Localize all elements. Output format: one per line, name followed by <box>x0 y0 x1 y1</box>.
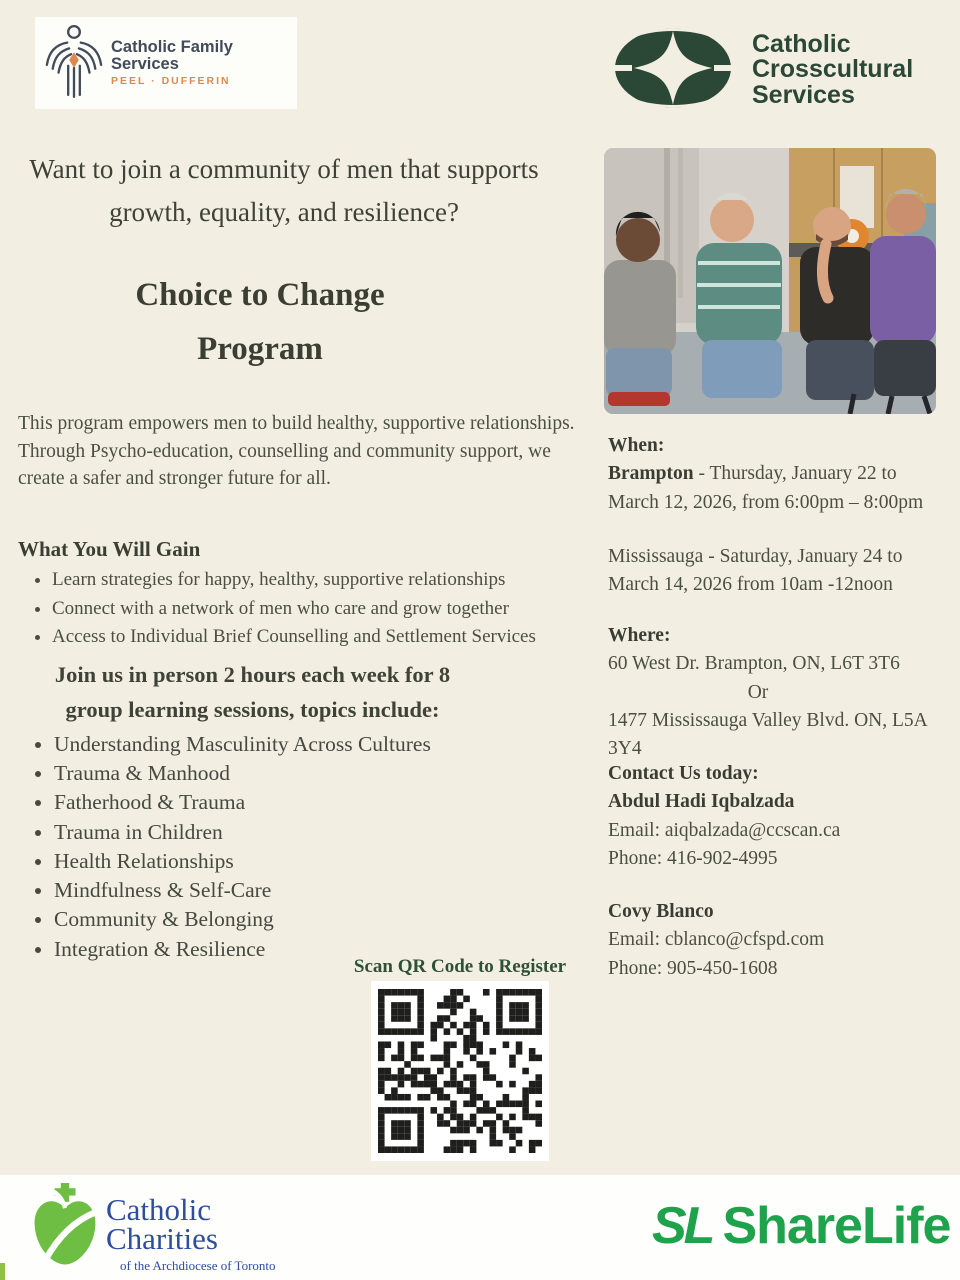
gains-list-item: • Connect with a network of men who care and grow together <box>52 595 597 624</box>
contact2-phone: Phone: 905-450-1608 <box>608 957 778 979</box>
when-section <box>608 432 944 599</box>
ccs-star-ellipse-icon <box>612 25 734 116</box>
gains-list-item: • Access to Individual Brief Counselling and Settlement Services <box>52 623 597 652</box>
topic-list-item: • Integration & Resilience <box>54 935 514 964</box>
program-description: This program empowers men to build healthy, supportive relationships. Through Psycho-education, counselling and community support, we create a safer and stronger future for all. <box>18 413 575 490</box>
contact1-name: Abdul Hadi Iqbalzada <box>608 791 795 813</box>
cfs-logo-subtitle: PEEL · DUFFERIN <box>111 75 231 88</box>
where-heading: Where: <box>608 625 671 646</box>
qr-label: Scan QR Code to Register <box>353 956 567 977</box>
ccs-logo <box>612 20 947 120</box>
cfs-logo <box>35 17 297 109</box>
topic-list-item: • Health Relationships <box>54 847 514 876</box>
gains-list <box>30 566 597 652</box>
contact-heading: Contact Us today: <box>608 763 759 784</box>
contact1-phone: Phone: 416-902-4995 <box>608 847 778 869</box>
topic-list-item: • Community & Belonging <box>54 905 514 934</box>
address-or: Or <box>747 681 769 703</box>
topic-list-item: • Trauma & Manhood <box>54 759 514 788</box>
cfs-logo-name: Catholic Family Services <box>111 37 233 73</box>
group-photo <box>604 148 936 414</box>
contact-section <box>608 760 944 873</box>
contact-section-2 <box>608 898 944 983</box>
qr-code <box>371 981 549 1161</box>
sharelife-logo <box>652 1196 950 1256</box>
contact1-email: Email: aiqbalzada@ccscan.ca <box>608 819 841 841</box>
address-mississauga: 1477 Mississauga Valley Blvd. ON, L5A 3Y4 <box>608 709 927 760</box>
gains-list-item: • Learn strategies for happy, healthy, supportive relationships <box>52 566 597 595</box>
headline: Want to join a community of men that supports growth, equality, and resilience? <box>29 154 539 228</box>
ccs-logo-name: Catholic Crosscultural Services <box>752 29 914 109</box>
brampton-schedule: Brampton - Thursday, January 22 to March 12, 2026, from 6:00pm – 8:00pm <box>608 463 924 513</box>
sessions-heading: Join us in person 2 hours each week for 8 group learning sessions, topics include: <box>54 662 451 722</box>
corner-decoration <box>0 1263 5 1280</box>
program-title: Choice to Change Program <box>135 277 385 368</box>
where-section <box>608 622 944 763</box>
topic-list-item: • Understanding Masculinity Across Cultures <box>54 730 514 759</box>
contact2-email: Email: cblanco@cfspd.com <box>608 929 825 951</box>
address-brampton: 60 West Dr. Brampton, ON, L6T 3T6 <box>608 653 900 675</box>
contact2-name: Covy Blanco <box>608 901 714 922</box>
topic-list-item: • Mindfulness & Self-Care <box>54 876 514 905</box>
when-heading: When: <box>608 435 665 456</box>
topic-list-item: • Trauma in Children <box>54 818 514 847</box>
topics-list <box>32 730 514 964</box>
topic-list-item: • Fatherhood & Trauma <box>54 788 514 817</box>
gains-heading: What You Will Gain <box>18 537 201 561</box>
catholic-charities-apple-icon <box>28 1183 102 1276</box>
sharelife-monogram-icon: SL <box>652 1197 713 1255</box>
sharelife-wordmark: ShareLife <box>722 1197 951 1255</box>
catholic-charities-text: Catholic Charities of the Archdiocese of Toronto <box>106 1192 276 1273</box>
catholic-charities-logo <box>28 1183 276 1276</box>
cfs-tree-icon <box>43 23 105 104</box>
mississauga-schedule: Mississauga - Saturday, January 24 to March 14, 2026 from 10am -12noon <box>608 545 903 596</box>
